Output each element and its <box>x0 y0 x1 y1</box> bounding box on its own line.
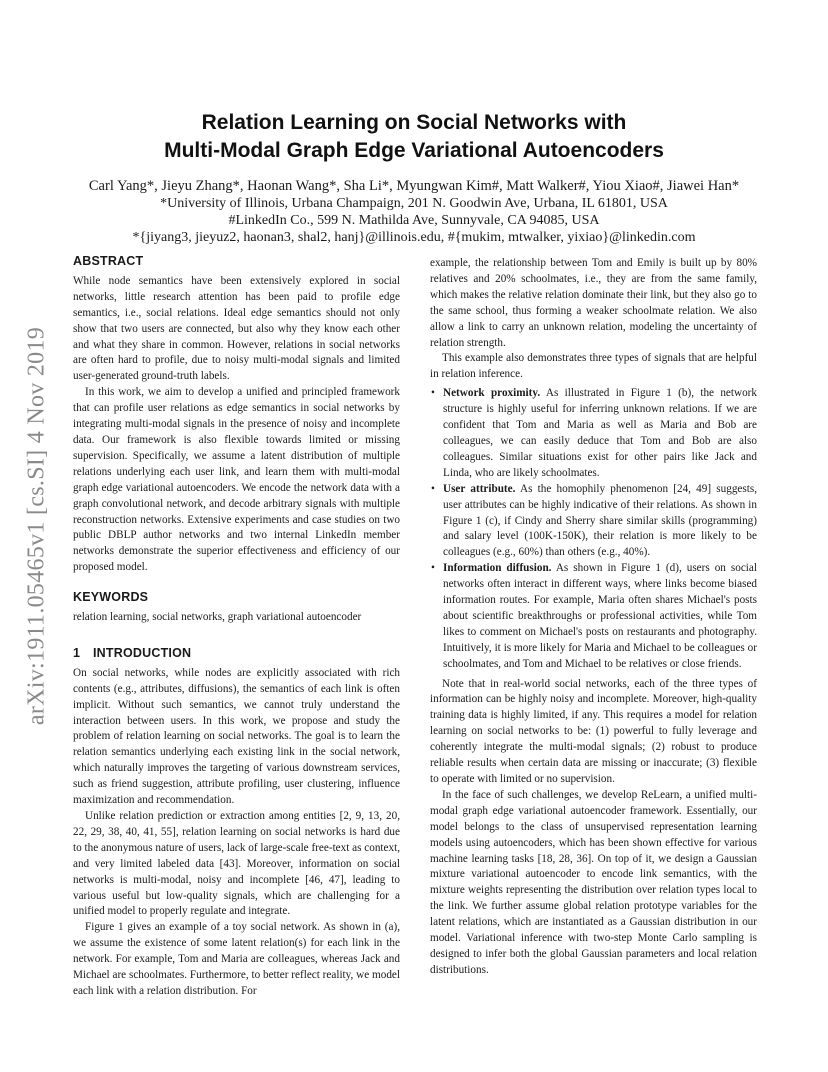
list-item <box>430 561 757 672</box>
keywords-heading: KEYWORDS <box>73 590 149 605</box>
right-paragraph-2: This example also demonstrates three types of signals that are helpful in relation inference. <box>430 352 757 381</box>
author-block <box>0 178 828 246</box>
affiliation-linkedin: #LinkedIn Co., 599 N. Mathilda Ave, Sunnyvale, CA 94085, USA <box>228 213 600 228</box>
arxiv-identifier <box>22 300 52 752</box>
intro-paragraph-2: Unlike relation prediction or extraction among entities [2, 9, 13, 20, 22, 29, 38, 40, 41, 55], relation learning on social networks is hard due to the anonymous nature of users, lack of large-scale free-text as context, and very limited labeled data [43]. Moreover, information on social networks is multi-modal, noisy and incomplete [46, 47], leading to various useful but low-quality signals, which are challenging for a unified model to properly regulate and integrate. <box>73 810 400 918</box>
bullet-text: As the homophily phenomenon [24, 49] suggests, user attributes can be highly indicative of their relations. As shown in Figure 1 (c), if Cindy and Sherry share similar skills (programming) and salary level (100K-150K), their relation is more likely to be colleagues (e.g., 60%) than others (e.g., 40%). <box>443 482 758 559</box>
list-item <box>430 386 757 481</box>
section-number: 1 <box>73 645 81 660</box>
abstract-paragraph-1: While node semantics have been extensively explored in social networks, little research attention has been paid to profile edge semantics, i.e., social relations. Ideal edge semantics should not only show that two users are connected, but also why they know each other and what they share in common. However, relations in social networks are often hard to profile, due to noisy multi-modal signals and limited user-generated ground-truth labels. <box>73 274 400 383</box>
left-column <box>73 254 400 1000</box>
title-line-2: Multi-Modal Graph Edge Variational Autoencoders <box>164 139 664 162</box>
paper-title <box>0 109 828 165</box>
intro-paragraph-1: On social networks, while nodes are explicitly associated with rich contents (e.g., attributes, diffusions), the semantics of each link is often implicit. Without such semantics, we cannot truly understand the interaction between users. In this work, we propose and study the problem of relation learning on social networks. The goal is to learn the relation semantics underlying each existing link in the social network, which naturally improves the targeting of various downstream services, such as friend suggestion, attribute profiling, user clustering, influence maximization and recommendation. <box>73 666 400 807</box>
bullet-icon: • <box>431 482 435 495</box>
arxiv-identifier-text: arXiv:1911.05465v1 [cs.SI] 4 Nov 2019 <box>23 326 50 726</box>
title-line-1: Relation Learning on Social Networks with <box>201 111 627 134</box>
right-column <box>430 256 757 979</box>
bullet-text: As shown in Figure 1 (d), users on social networks often interact in different ways, where links become biased information routes. For example, Maria often shares Michael's posts about scientific breakthroughs or professional activities, while Tom likes to comment on Michael's posts on restaurants and photography. Intuitively, it is more likely for Maria and Michael to be colleagues or schoolmates, and Tom and Michael to be relatives or close friends. <box>443 562 757 670</box>
bullet-icon: • <box>431 562 435 575</box>
right-paragraph-4: In the face of such challenges, we develop ReLearn, a unified multi-modal graph edge variational autoencoder framework. Essentially, our model belongs to the class of unsupervised representation learning models using autoencoders, which has been shown effective for various machine learning tasks [18, 28, 36]. On top of it, we design a Gaussian mixture variational autoencoder to encode link semantics, with the mixture weights representing the distribution over relation types local to the link. We further assume global relation prototype variables for the latent relations, which are instantiated as a Gaussian distribution in our model. Variational inference with two-step Monte Carlo sampling is designed to infer both the global Gaussian parameters and local relation distributions. <box>430 788 757 976</box>
list-item <box>430 482 757 562</box>
bullet-title: Information diffusion. <box>443 562 552 575</box>
abstract-heading: ABSTRACT <box>73 254 144 268</box>
author-names: Carl Yang*, Jieyu Zhang*, Haonan Wang*, Sha Li*, Myungwan Kim#, Matt Walker#, Yiou Xiao#, Jiawei Han* <box>88 178 740 194</box>
author-emails: *{jiyang3, jieyuz2, haonan3, shal2, hanj}@illinois.edu, #{mukim, mtwalker, yixiao}@linkedin.com <box>132 230 696 245</box>
introduction-heading <box>73 646 400 662</box>
bullet-title: User attribute. <box>443 482 516 495</box>
bullet-text: As illustrated in Figure 1 (b), the network structure is highly useful for inferring unknown relations. If we are confident that Tom and Maria as well as Maria and Bob are colleagues, we can easily deduce that Tom and Bob are also colleagues. Similar situations exist for other pairs like Jack and Linda, who are likely schoolmates. <box>443 387 757 479</box>
signal-types-list <box>430 386 757 672</box>
affiliation-illinois: *University of Illinois, Urbana Champaign, 201 N. Goodwin Ave, Urbana, IL 61801, USA <box>160 196 668 211</box>
right-paragraph-3: Note that in real-world social networks, each of the three types of information can be highly noisy and incomplete. Moreover, high-quality training data is highly limited, if any. This requires a model for relation learning on social networks to be: (1) powerful to fully leverage and coherently integrate the multi-modal signals; (2) robust to produce reliable results when certain data are missing or inaccurate; (3) flexible to operate with limited or no supervision. <box>430 677 757 785</box>
keywords-text: relation learning, social networks, graph variational autoencoder <box>73 611 362 624</box>
bullet-title: Network proximity. <box>443 387 541 400</box>
bullet-icon: • <box>431 387 435 400</box>
abstract-paragraph-2: In this work, we aim to develop a unified and principled framework that can profile user relations as edge semantics in social networks by integrating multi-modal signals in the presence of noisy and incomplete data. Our framework is also flexible towards limited or missing supervision. Specifically, we assume a latent distribution of multiple relations underlying each user link, and learn them with multi-modal graph edge variational autoencoders. We encode the network data with a graph convolutional network, and decode arbitrary signals with multiple reconstruction networks. Extensive experiments and case studies on two public DBLP author networks and two internal LinkedIn member networks demonstrate the superior effectiveness and efficiency of our proposed model. <box>73 386 400 574</box>
right-paragraph-1: example, the relationship between Tom and Emily is built up by 80% relatives and 20% schoolmates, i.e., they are from the same family, which makes the relative relation dominate their link, but they also go to the same school, thus forming a weaker schoolmate relation. We also allow a link to carry an unknown relation, modeling the uncertainty of relation strength. <box>430 257 757 349</box>
section-title: INTRODUCTION <box>93 645 192 660</box>
intro-paragraph-3: Figure 1 gives an example of a toy social network. As shown in (a), we assume the existence of some latent relation(s) for each link in the network. For example, Tom and Maria are colleagues, whereas Jack and Michael are schoolmates. Furthermore, to better reflect reality, we model each link with a relation distribution. For <box>73 921 400 997</box>
